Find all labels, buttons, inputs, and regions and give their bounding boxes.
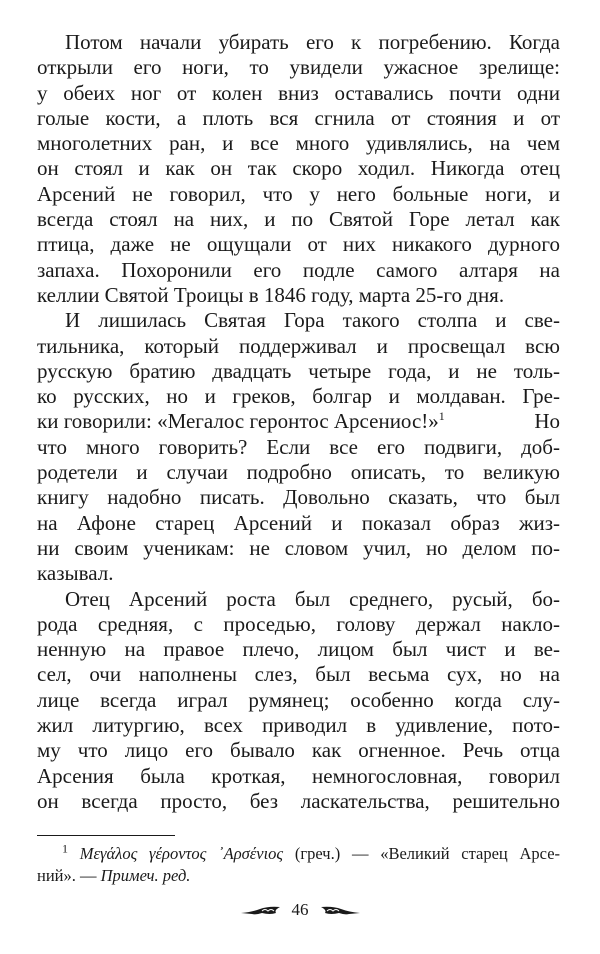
footnote-ref[interactable]: 1 [438,409,445,424]
text-line-part [37,409,445,434]
text-line: рода средняя, с проседью, голову держал накло- [37,611,560,636]
text-line: Арсений не говорил, что у него больные ноги, и [37,181,560,206]
text: ки говорили: «Мегалос геронтос Арсениос!» [37,409,439,434]
footnote-continuation: ний». — [37,866,101,885]
text-line: всегда стоял на них, и по Святой Горе летал как [37,207,560,232]
footnote-line [37,843,560,865]
footnote-translation: (греч.) — «Великий старец Арсе- [294,844,561,863]
page-footer [0,900,600,920]
footnote-line [37,865,560,887]
text-line: Арсения была кроткая, немногословная, говорил [37,763,560,788]
text-line: Потом начали убирать его к погребению. Когда [65,30,560,54]
text-line: му что лицо его бывало как огненное. Речь отца [37,738,560,763]
page-number: 46 [291,900,309,919]
ornament-left-icon [240,904,282,916]
text-line-with-footnote [37,409,560,434]
ornament-right-icon [319,904,361,916]
text-line: келлии Святой Троицы в 1846 году, марта 25-го дня. [37,282,505,307]
text-line: казывал. [37,561,114,586]
text-line: он стоял и как он так скоро ходил. Никогда отец [37,156,560,181]
footnote-marker: 1 [62,841,68,856]
text-line: сел, очи наполнены слез, был весьма сух, но на [37,662,560,687]
text-line: на Афоне старец Арсений и показал образ жиз- [37,510,560,535]
text-line: книгу надобно писать. Довольно сказать, что был [37,485,560,510]
text-line: тильника, который поддерживал и просвещал всю [37,333,560,358]
text-line: родетели и случаи подробно описать, то великую [37,460,560,485]
footnote [37,843,560,887]
text-line: Отец Арсений роста был среднего, русый, бо- [65,586,560,611]
text-line: у обеих ног от колен вниз оставались почти одни [37,80,560,105]
footnote-greek: Μεγάλος γέροντος ᾿Αρσένιος [79,844,284,863]
text-line: что много говорить? Если все его подвиги, доб- [37,434,560,459]
body-text [37,30,560,814]
footnote-editor-note: Примеч. ред. [100,866,191,885]
text-line: лице всегда играл румянец; особенно когда слу- [37,687,560,712]
text-line: многолетних ран, и все много удивлялись, на чем [37,131,560,156]
text-line: И лишилась Святая Гора такого столпа и све- [65,308,560,333]
text-line: ненную на правое плечо, лицом был чист и ве- [37,637,560,662]
text-line: запаха. Похоронили его подле самого алтаря на [37,257,560,282]
footnote-divider [37,835,175,836]
text-line: русскую братию двадцать четыре года, и не толь- [37,358,560,383]
text-line: жил литургию, всех приводил в удивление, пото- [37,713,560,738]
text-line: он всегда просто, без ласкательства, решительно [37,788,560,813]
text-line-part: Но [534,409,560,434]
text-line: открыли его ноги, то увидели ужасное зрелище: [37,55,560,80]
text-line: ни своим ученикам: не словом учил, но делом по- [37,535,560,560]
text-line: ко русских, но и греков, болгар и молдаван. Гре- [37,384,560,409]
text-line: птица, даже не ощущали от них никакого дурного [37,232,560,257]
text-line: голые кости, а плоть вся сгнила от стояния и от [37,105,560,130]
